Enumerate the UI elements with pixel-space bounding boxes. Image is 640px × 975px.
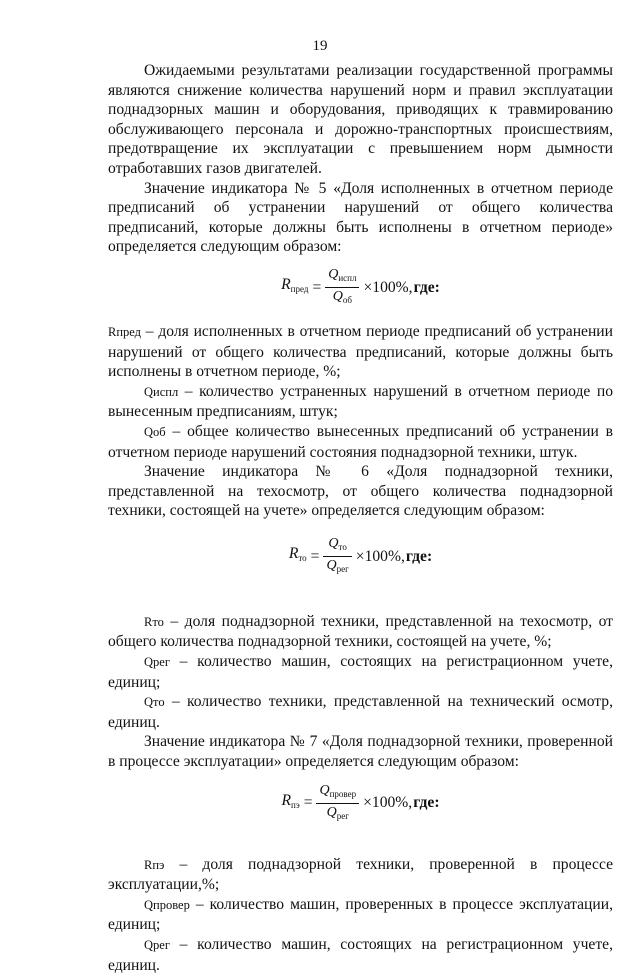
formula-multiplier: ×100%, bbox=[363, 794, 413, 812]
formula-lhs: $R_{пэ}$ bbox=[281, 791, 300, 810]
formula-numerator: $Q_{испл}$ bbox=[328, 266, 357, 283]
definition-q-reg-2: Qрег – количество машин, состоящих на регистрационном учете, единиц. bbox=[108, 936, 613, 974]
definition-r-pred: Rпред – доля исполненных в отчетном периоде предписаний об устранении нарушений от общего количества предписаний, которые должны быть исполнены в отчетном периоде, %; bbox=[108, 322, 613, 381]
definition-r-to: Rто – доля поднадзорной техники, представленной на техосмотр, от общего количества поднадзорной техники, состоящей на учете, %; bbox=[108, 612, 613, 651]
formula-lhs: $R_{пред}$ bbox=[281, 276, 309, 295]
definition-q-prover: Qпровер – количество машин, проверенных в процессе эксплуатации, единиц; bbox=[108, 895, 613, 934]
definition-q-ob: Qоб – общее количество вынесенных предписаний об устранении в отчетном периоде нарушений состояния поднадзорной техники, штук. bbox=[108, 422, 613, 461]
document-body bbox=[108, 61, 613, 975]
formula-where: где: bbox=[413, 794, 440, 812]
page-number: 19 bbox=[312, 38, 328, 54]
formula-equals: = bbox=[303, 794, 313, 812]
formula-multiplier: ×100%, bbox=[363, 278, 413, 296]
formula-equals: = bbox=[312, 278, 322, 296]
formula-denominator: $Q_{об}$ bbox=[332, 288, 352, 305]
formula-denominator: $Q_{рег}$ bbox=[326, 804, 349, 821]
formula-fraction bbox=[325, 266, 359, 309]
formula-where: где: bbox=[405, 547, 433, 565]
paragraph-indicator-6: Значение индикатора № 6 «Доля поднадзорной техники, представленной на техосмотр, от общего количества поднадзорной техники, состоящей на учете» определяется следующим образом: bbox=[108, 463, 613, 520]
formula-numerator: $Q_{то}$ bbox=[328, 535, 347, 552]
definition-q-reg: Qрег – количество машин, состоящих на регистрационном учете, единиц; bbox=[108, 653, 613, 691]
paragraph-results: Ожидаемыми результатами реализации государственной программы являются снижение количества нарушений норм и правил эксплуатации поднадзорных машин и оборудования, приводящих к травмированию обслуживающего персонала и дорожно-транспортных происшествиям, предотвращение их эксплуатации с превышением норм дымности отработавших газов двигателей. bbox=[108, 62, 613, 177]
formula-fraction bbox=[316, 782, 359, 825]
definition-r-pe: Rпэ – доля поднадзорной техники, проверенной в процессе эксплуатации,%; bbox=[108, 855, 613, 894]
formula-equals: = bbox=[310, 547, 320, 565]
formula-numerator: $Q_{провер}$ bbox=[319, 782, 357, 799]
formula-multiplier: ×100%, bbox=[355, 547, 405, 565]
paragraph-indicator-7: Значение индикатора № 7 «Доля поднадзорной техники, проверенной в процессе эксплуатации» определяется следующим образом: bbox=[108, 733, 613, 771]
formula-indicator-6 bbox=[108, 535, 613, 578]
formula-fraction bbox=[323, 535, 351, 578]
formula-where: где: bbox=[413, 278, 440, 296]
definition-q-to: Qто – количество техники, представленной на технический осмотр, единиц. bbox=[108, 693, 613, 731]
definition-q-ispl: Qиспл – количество устраненных нарушений в отчетном периоде по вынесенным предписаниям, штук; bbox=[108, 382, 613, 421]
paragraph-indicator-5: Значение индикатора № 5 «Доля исполненных в отчетном периоде предписаний об устранении нарушений от общего количества предписаний, которые должны быть исполнены в отчетном периоде» определяется следующим образом: bbox=[108, 179, 613, 256]
formula-lhs: $R_{то}$ bbox=[288, 545, 307, 564]
formula-indicator-7 bbox=[108, 782, 613, 825]
formula-denominator: $Q_{рег}$ bbox=[326, 557, 349, 574]
formula-indicator-5 bbox=[108, 266, 613, 309]
